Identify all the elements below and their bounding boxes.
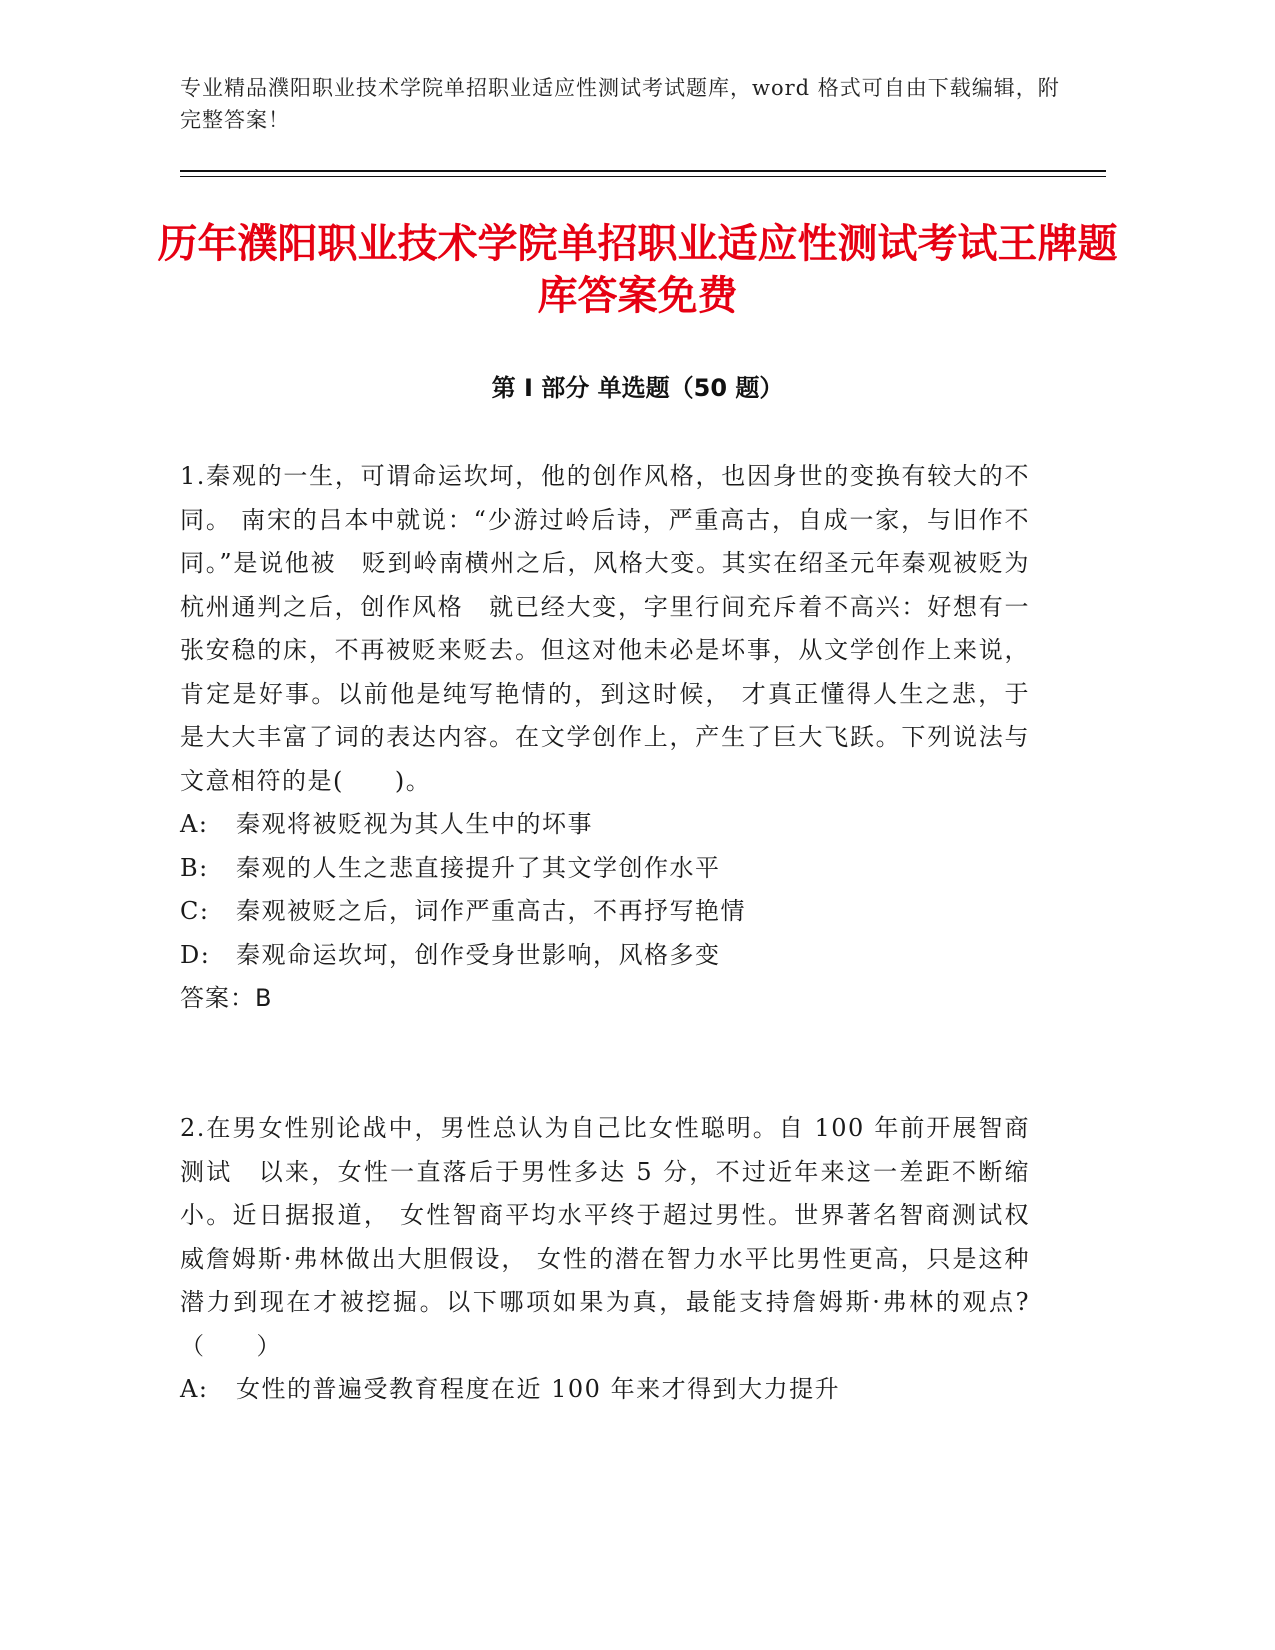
option-a (180, 803, 1030, 847)
question-number: 2. (180, 1114, 206, 1142)
option-key: A: (180, 810, 209, 838)
question-1 (180, 455, 1030, 1021)
option-key: D: (180, 940, 211, 969)
header-rule-thin (180, 176, 1106, 177)
question-text: 在男女性别论战中，男性总认为自己比女性聪明。自 100 年前开展智商测试 以来，女性一直落后于男性多达 5 分，不过近年来这一差距不断缩小。近日据报道， 女性智商平均水平终于超过男性。世界著名智商测试权威詹姆斯·弗林做出大胆假设， 女性的潜在智力水平比男性更高，只是这种潜力到现在才被挖掘。以下哪项如果为真，最能支持詹姆斯·弗林的观点?（ ） (180, 1114, 1030, 1360)
option-key: C: (180, 897, 210, 925)
question-stem (180, 455, 1030, 803)
option-text: 女性的普遍受教育程度在近 100 年来才得到大力提升 (236, 1375, 841, 1403)
option-key: B: (180, 853, 209, 882)
question-stem (180, 1107, 1030, 1368)
option-key: A: (180, 1375, 209, 1403)
question-text: 秦观的一生，可谓命运坎坷，他的创作风格，也因身世的变换有较大的不同。 南宋的吕本中就说：“少游过岭后诗，严重高古，自成一家，与旧作不同。”是说他被 贬到岭南横州之后，风格大变。其实在绍圣元年秦观被贬为杭州通判之后，创作风格 就已经大变，字里行间充斥着不高兴：好想有一张安稳的床，不再被贬来贬去。但这对他未必是坏事，从文学创作上来说，肯定是好事。以前他是纯写艳情的，到这时候， 才真正懂得人生之悲，于是大大丰富了词的表达内容。在文学创作上，产生了巨大飞跃。下列说法与文意相符的是( )。 (180, 462, 1030, 795)
question-number: 1. (180, 462, 206, 490)
answer-line: 答案：B (180, 984, 273, 1012)
header-note: 专业精品濮阳职业技术学院单招职业适应性测试考试题库，word 格式可自由下载编辑，附完整答案！ (180, 76, 1060, 132)
option-c (180, 890, 1030, 934)
header-rule-thick (180, 170, 1106, 172)
document-title: 历年濮阳职业技术学院单招职业适应性测试考试王牌题库答案免费 (157, 221, 1118, 319)
question-2 (180, 1107, 1030, 1412)
option-a (180, 1368, 1030, 1412)
option-d (180, 934, 1030, 978)
option-text: 秦观被贬之后，词作严重高古，不再抒写艳情 (236, 897, 746, 925)
section-heading: 第 I 部分 单选题（50 题） (491, 374, 784, 402)
option-text: 秦观命运坎坷，创作受身世影响，风格多变 (236, 940, 721, 969)
option-text: 秦观的人生之悲直接提升了其文学创作水平 (236, 853, 721, 882)
option-text: 秦观将被贬视为其人生中的坏事 (236, 810, 593, 838)
option-b (180, 847, 1030, 891)
